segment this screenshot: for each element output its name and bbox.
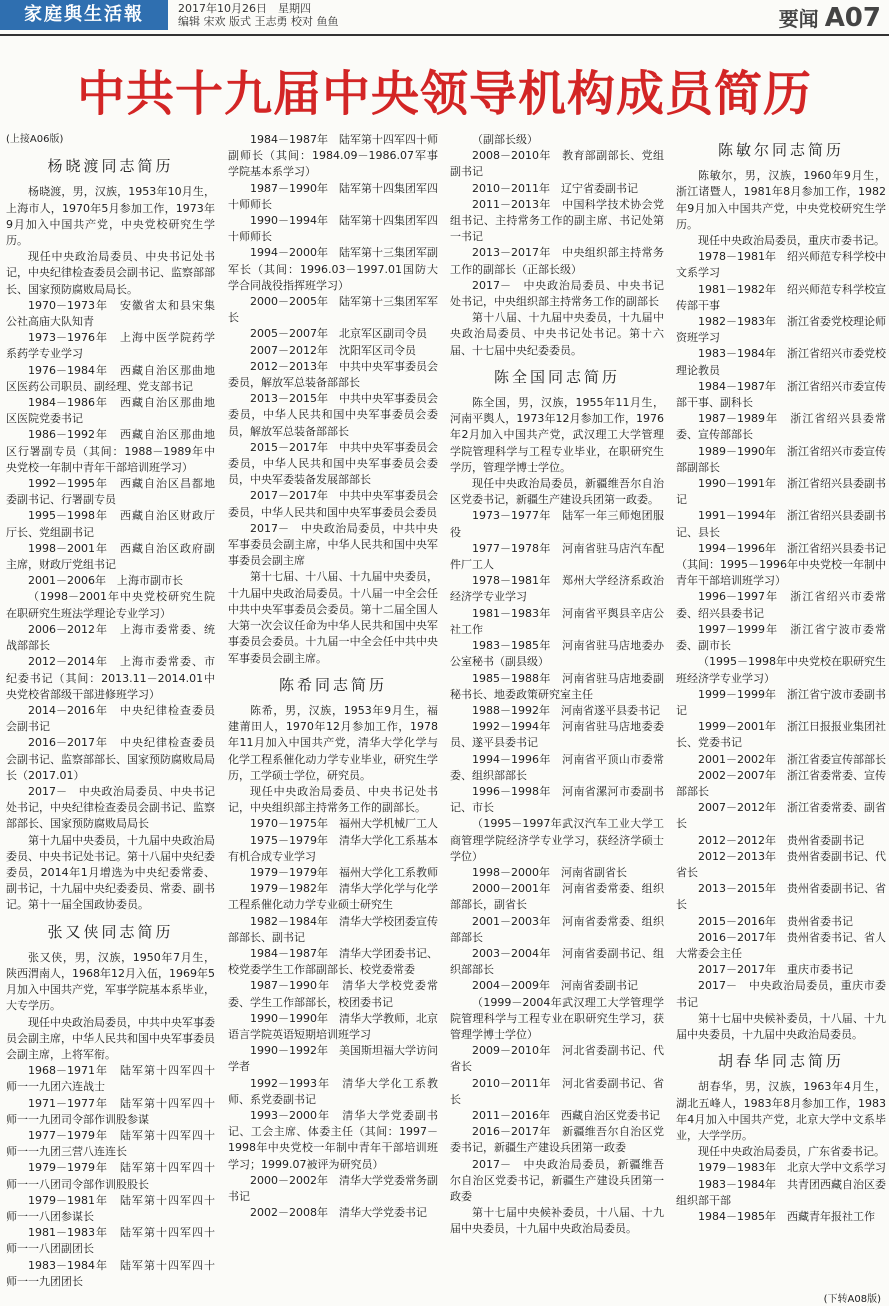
paragraph: 1981－1982年 绍兴师范专科学校宣传部干事 xyxy=(676,282,886,312)
paragraph: 1976－1984年 西藏自治区那曲地区医药公司职员、副经理、党支部书记 xyxy=(6,363,215,393)
paragraph: 1997－1999年 浙江省宁波市委常委、副市长 xyxy=(676,622,886,653)
paragraph: 2015－2017年 中共中央军事委员会委员，中华人民共和国中央军事委员会委员，中央军委装备发展部部长 xyxy=(228,440,438,487)
paragraph: 2001－2002年 浙江省委宣传部部长 xyxy=(698,752,886,766)
paragraph: 1983－1984年 浙江省绍兴市委党校理论教员 xyxy=(676,347,886,377)
paragraph: 第十七届、十八届、十九届中央委员，十九届中央政治局委员。十八届一中全会任中共中央军事委员会委员。第十二届全国人大第一次会议任命为中华人民共和国中央军事委员会委员。十九届一中全会任中共中央军事委员会副主席。 xyxy=(228,570,438,665)
paragraph: 2012－2013年 贵州省委副书记、代省长 xyxy=(676,849,886,879)
paragraph: 1996－1998年 河南省漯河市委副书记、市长 xyxy=(450,784,664,815)
paragraph: 1998－2000年 河南省副省长 xyxy=(472,865,627,879)
column-2 xyxy=(228,132,438,1221)
paragraph: 1992－1993年 清华大学化工系教师、系党委副书记 xyxy=(228,1076,438,1106)
paragraph: 1984－1987年 清华大学团委书记、校党委学生工作部副部长、校党委常委 xyxy=(228,946,438,977)
paragraph: 2000－2005年 陆军第十三集团军军长 xyxy=(228,295,438,325)
paragraph: （1995－1998年中央党校在职研究生班经济学专业学习） xyxy=(676,655,886,685)
paragraph: 2003－2004年 河南省委副书记、组织部部长 xyxy=(450,946,664,977)
continued-to-note: (下转A08版) xyxy=(823,1294,881,1305)
paragraph: 1984－1987年 陆军第十四军四十师副师长（其间：1984.09－1986.07军事学院基本系学习） xyxy=(228,133,438,179)
paragraph: 2004－2009年 河南省委副书记 xyxy=(472,979,638,993)
paragraph: 现任中央政治局委员，新疆维吾尔自治区党委书记，新疆生产建设兵团第一政委。 xyxy=(450,477,664,507)
paragraph: 2007－2012年 沈阳军区司令员 xyxy=(250,343,416,357)
paragraph: 2016－2017年 新疆维吾尔自治区党委书记，新疆生产建设兵团第一政委 xyxy=(450,1125,664,1155)
paragraph: （1995－1997年武汉汽车工业大学工商管理学院经济学专业学习，获经济学硕士学位） xyxy=(450,817,664,863)
paragraph: 1971－1977年 陆军第十四军四十师一一九团司令部作训股参谋 xyxy=(6,1096,215,1126)
header-rule xyxy=(0,34,889,36)
paragraph: 1990－1991年 浙江省绍兴县委副书记 xyxy=(676,477,886,507)
paragraph: 2000－2001年 河南省委常委、组织部部长，副省长 xyxy=(450,882,664,912)
headline: 中共十九届中央领导机构成员简历 xyxy=(76,66,812,122)
bio-body xyxy=(450,395,664,1238)
bio-body xyxy=(228,703,438,1222)
paragraph: 1979－1979年 陆军第十四军四十师一一八团司令部作训股股长 xyxy=(6,1161,215,1191)
bio-heading: 陈敏尔同志简历 xyxy=(717,141,844,159)
paragraph: 1990－1990年 清华大学教师，北京语言学院英语短期培训班学习 xyxy=(228,1011,438,1041)
issue-meta xyxy=(178,2,338,28)
column-1 xyxy=(6,132,215,1290)
paragraph: 1970－1975年 福州大学机械厂工人 xyxy=(250,817,438,831)
paragraph: 1973－1976年 上海中医学院药学系药学专业学习 xyxy=(6,331,215,361)
paragraph: 1983－1984年 陆军第十四军四十师一一九团团长 xyxy=(6,1258,215,1288)
editors-line: 编辑 宋欢 版式 王志勇 校对 鱼鱼 xyxy=(178,15,339,28)
section-name: 要闻 xyxy=(778,7,819,31)
paragraph: 1987－1990年 陆军第十四集团军四十师师长 xyxy=(228,181,438,211)
paragraph: 1994－1996年 浙江省绍兴县委书记（其间：1995－1996年中央党校一年制中青年干部培训班学习） xyxy=(676,541,886,588)
page-code: A07 xyxy=(824,3,881,33)
paragraph: 1999－2001年 浙江日报报业集团社长、党委书记 xyxy=(676,720,886,750)
paragraph: 1987－1990年 清华大学校党委常委、学生工作部部长，校团委书记 xyxy=(228,979,438,1009)
paragraph: 2006－2012年 上海市委常委、统战部部长 xyxy=(6,622,215,653)
paragraph: 张又侠，男，汉族，1950年7月生，陕西渭南人，1968年12月入伍，1969年5月加入中国共产党，军事学院基本系毕业，大专学历。 xyxy=(6,950,215,1013)
continued-note: (上接A06版) xyxy=(6,134,64,145)
paragraph: 1977－1978年 河南省驻马店汽车配件厂工人 xyxy=(450,541,664,572)
paragraph: 1983－1984年 共青团西藏自治区委组织部干部 xyxy=(676,1177,886,1207)
paragraph: 2012－2013年 中共中央军事委员会委员，解放军总装备部部长 xyxy=(228,359,438,390)
column-4 xyxy=(676,132,886,1225)
paragraph: 胡春华，男，汉族，1963年4月生，湖北五峰人，1983年8月参加工作，1983年4月加入中国共产党，北京大学中文系毕业，大学学历。 xyxy=(676,1080,886,1142)
paragraph: 2008－2010年 教育部副部长、党组副书记 xyxy=(450,149,664,179)
paragraph: 2012－2014年 上海市委常委、市纪委书记（其间：2013.11－2014.01中央党校省部级干部进修班学习） xyxy=(6,655,215,701)
paragraph: 1979－1981年 陆军第十四军四十师一一八团参谋长 xyxy=(6,1193,215,1223)
paragraph: 1978－1981年 郑州大学经济系政治经济学专业学习 xyxy=(450,574,664,604)
paragraph: 第十八届、十九届中央委员，十九届中央政治局委员、中央书记处书记。第十六届、十七届中央纪委委员。 xyxy=(450,311,664,357)
paragraph: 1968－1971年 陆军第十四军四十师一一九团六连战士 xyxy=(6,1064,215,1094)
bio-body xyxy=(6,950,215,1290)
paragraph: 2013－2015年 贵州省委副书记、省长 xyxy=(676,882,886,912)
paragraph: 2011－2013年 中国科学技术协会党组书记、主持常务工作的副主席、书记处第一书记 xyxy=(450,197,664,244)
bio-heading: 陈希同志简历 xyxy=(278,675,387,694)
paragraph: 陈希，男，汉族，1953年9月生，福建莆田人，1970年12月参加工作，1978年11月加入中国共产党，清华大学化学与化学工程系催化动力学专业毕业，研究生学历，工学硕士学位，研究员。 xyxy=(228,703,438,782)
paragraph: 2017－ 中央政治局委员，新疆维吾尔自治区党委书记，新疆生产建设兵团第一政委 xyxy=(450,1157,664,1203)
paragraph: 1982－1984年 清华大学校团委宣传部部长、副书记 xyxy=(228,914,438,944)
paragraph: 第十九届中央委员，十九届中央政治局委员、中央书记处书记。第十八届中央纪委委员，2014年1月增选为中央纪委常委、副书记，十九届中央纪委委员、常委、副书记。第十一届全国政协委员。 xyxy=(6,833,215,912)
paragraph: 1990－1994年 陆军第十四集团军四十师师长 xyxy=(228,214,438,244)
paragraph: 2001－2006年 上海市副市长 xyxy=(28,574,183,588)
paragraph: 2011－2016年 西藏自治区党委书记 xyxy=(472,1108,660,1122)
paragraph: 2013－2015年 中共中央军事委员会委员，中华人民共和国中央军事委员会委员，解放军总装备部部长 xyxy=(228,392,438,438)
section-label xyxy=(779,2,881,32)
paragraph: 2010－2011年 辽宁省委副书记 xyxy=(472,181,638,195)
paragraph: 2013－2017年 中央组织部主持常务工作的副部长（正部长级） xyxy=(450,246,664,276)
paragraph: 2017－ 中央政治局委员、中央书记处书记，中央组织部主持常务工作的副部长 xyxy=(450,278,664,309)
paragraph: 2005－2007年 北京军区副司令员 xyxy=(250,327,427,341)
paragraph: 1979－1979年 福州大学化工系教师 xyxy=(250,865,438,879)
paragraph: 2010－2011年 河北省委副书记、省长 xyxy=(450,1076,664,1106)
paragraph: 2009－2010年 河北省委副书记、代省长 xyxy=(450,1044,664,1074)
paragraph: 1982－1983年 浙江省委党校理论师资班学习 xyxy=(676,315,886,345)
paragraph: 2012－2012年 贵州省委副书记 xyxy=(698,833,864,847)
bio-body xyxy=(6,184,215,913)
paragraph: 现任中央政治局委员、中央书记处书记，中央纪律检查委员会副书记、监察部部长、国家预防腐败局局长。 xyxy=(6,250,215,296)
paragraph: 第十七届中央候补委员，十八届、十九届中央委员，十九届中央政治局委员。 xyxy=(450,1206,664,1236)
paragraph: 1989－1990年 浙江省绍兴市委宣传部副部长 xyxy=(676,444,886,474)
paragraph: 1979－1982年 清华大学化学与化学工程系催化动力学专业硕士研究生 xyxy=(228,882,438,912)
paragraph: 1992－1995年 西藏自治区昌都地委副书记、行署副专员 xyxy=(6,477,215,507)
paragraph: 1991－1994年 浙江省绍兴县委副书记、县长 xyxy=(676,509,886,539)
paragraph: 2015－2016年 贵州省委书记 xyxy=(698,914,853,928)
issue-date: 2017年10月26日 星期四 xyxy=(178,2,311,15)
paragraph: 1984－1986年 西藏自治区那曲地区医院党委书记 xyxy=(6,396,215,426)
paragraph: 陈敏尔，男，汉族，1960年9月生，浙江诸暨人，1981年8月参加工作，1982年9月加入中国共产党，中央党校研究生学历。 xyxy=(676,169,886,231)
paragraph: 2000－2002年 清华大学党委常务副书记 xyxy=(228,1173,438,1203)
paragraph: 现任中央政治局委员、中央书记处书记，中央组织部主持常务工作的副部长。 xyxy=(228,784,438,815)
paragraph: 1992－1994年 河南省驻马店地委委员、遂平县委书记 xyxy=(450,720,664,750)
paragraph: 1978－1981年 绍兴师范专科学校中文系学习 xyxy=(676,250,886,280)
paragraph: 1999－1999年 浙江省宁波市委副书记 xyxy=(676,687,886,717)
paragraph: 1990－1992年 美国斯坦福大学访问学者 xyxy=(228,1044,438,1074)
paragraph: 1981－1983年 陆军第十四军四十师一一八团副团长 xyxy=(6,1226,215,1256)
bio-heading: 胡春华同志简历 xyxy=(717,1052,844,1071)
paragraph: 2017－2017年 中共中央军事委员会委员，中华人民共和国中央军事委员会委员 xyxy=(228,489,438,519)
paragraph: 1984－1985年 西藏青年报社工作 xyxy=(698,1210,875,1223)
paragraph: 1970－1973年 安徽省太和县宋集公社高庙大队知青 xyxy=(6,298,215,329)
paragraph: 现任中央政治局委员，重庆市委书记。 xyxy=(698,234,885,248)
paragraph: 1981－1983年 河南省平舆县辛店公社工作 xyxy=(450,606,664,636)
paragraph: 陈全国，男，汉族，1955年11月生，河南平舆人，1973年12月参加工作，1976年2月加入中国共产党，武汉理工大学管理学院管理科学与工程专业毕业，在职研究生学历，管理学博士学位。 xyxy=(450,396,664,474)
paragraph: 1988－1992年 河南省遂平县委书记 xyxy=(472,703,660,717)
bio-body xyxy=(676,1079,886,1225)
paragraph: 2002－2008年 清华大学党委书记 xyxy=(250,1206,427,1220)
paragraph: 2017－ 中央政治局委员，中共中央军事委员会副主席，中华人民共和国中央军事委员会副主席 xyxy=(228,521,438,568)
paragraph: 1979－1983年 北京大学中文系学习 xyxy=(698,1161,886,1175)
paragraph: 2007－2012年 浙江省委常委、副省长 xyxy=(676,801,886,831)
paragraph: 现任中央政治局委员，广东省委书记。 xyxy=(698,1145,885,1159)
paragraph: 1975－1979年 清华大学化工系基本有机合成专业学习 xyxy=(228,833,438,863)
paragraph: 1995－1998年 西藏自治区财政厅厅长、党组副书记 xyxy=(6,509,215,539)
paragraph: 1998－2001年 西藏自治区政府副主席，财政厅党组书记 xyxy=(6,541,215,572)
paragraph: 1996－1997年 浙江省绍兴市委常委、绍兴县委书记 xyxy=(676,590,886,620)
bio-heading: 杨晓渡同志简历 xyxy=(47,157,174,176)
bio-heading: 陈全国同志简历 xyxy=(493,367,620,386)
paragraph: 第十七届中央候补委员，十八届、十九届中央委员，十九届中央政治局委员。 xyxy=(676,1011,886,1041)
paragraph: 1994－2000年 陆军第十三集团军副军长（其间：1996.03－1997.01国防大学合同战役指挥班学习） xyxy=(228,246,438,292)
paragraph: 2017－ 中央政治局委员，重庆市委书记 xyxy=(676,979,886,1009)
newspaper-masthead: 家庭與生活報 xyxy=(0,0,168,30)
paragraph: 1987－1989年 浙江省绍兴县委常委、宣传部部长 xyxy=(676,412,886,442)
paragraph: 1984－1987年 浙江省绍兴市委宣传部干事、副科长 xyxy=(676,379,886,410)
paragraph: 杨晓渡，男，汉族，1953年10月生，上海市人，1970年5月参加工作，1973年9月加入中国共产党，中央党校研究生学历。 xyxy=(6,185,215,248)
paragraph: （1998－2001年中央党校研究生院在职研究生班法学理论专业学习） xyxy=(6,590,215,620)
paragraph: 2016－2017年 贵州省委书记、省人大常委会主任 xyxy=(676,930,886,960)
paragraph: 1983－1985年 河南省驻马店地委办公室秘书（副县级） xyxy=(450,639,664,669)
paragraph: （1999－2004年武汉理工大学管理学院管理科学与工程专业在职研究生学习，获管理学博士学位） xyxy=(450,995,664,1041)
paragraph: 1977－1979年 陆军第十四军四十师一一九团三营八连连长 xyxy=(6,1128,215,1159)
bio-heading: 张又侠同志简历 xyxy=(47,922,174,941)
paragraph: 2016－2017年 中央纪律检查委员会副书记、监察部部长、国家预防腐败局局长（2017.01） xyxy=(6,736,215,782)
paragraph: 1994－1996年 河南省平顶山市委常委、组织部部长 xyxy=(450,752,664,782)
paragraph: （副部长级） xyxy=(472,133,538,146)
paragraph: 2014－2016年 中央纪律检查委员会副书记 xyxy=(6,703,215,734)
bio-body xyxy=(228,132,438,667)
paragraph: 2017－2017年 重庆市委书记 xyxy=(698,963,853,977)
bio-body xyxy=(450,132,664,359)
paragraph: 1973－1977年 陆军一年三师炮团服役 xyxy=(450,509,664,539)
paragraph: 现任中央政治局委员，中共中央军事委员会副主席，中华人民共和国中央军事委员会副主席，上将军衔。 xyxy=(6,1015,215,1061)
paragraph: 2017－ 中央政治局委员、中央书记处书记，中央纪律检查委员会副书记、监察部部长、国家预防腐败局局长 xyxy=(6,784,215,831)
bio-body xyxy=(676,168,886,1043)
paragraph: 1986－1992年 西藏自治区那曲地区行署副专员（其间：1988－1989年中央党校一年制中青年干部培训班学习） xyxy=(6,428,215,474)
paragraph: 2001－2003年 河南省委常委、组织部部长 xyxy=(450,914,664,944)
paragraph: 1985－1988年 河南省驻马店地委副秘书长、地委政策研究室主任 xyxy=(450,671,664,701)
paragraph: 1993－2000年 清华大学党委副书记、工会主席、体委主任（其间：1997－1998年中央党校一年制中青年干部培训班学习；1999.07被评为研究员） xyxy=(228,1108,438,1171)
page-header xyxy=(0,0,889,38)
column-3 xyxy=(450,132,664,1238)
paragraph: 2002－2007年 浙江省委常委、宣传部部长 xyxy=(676,768,886,798)
